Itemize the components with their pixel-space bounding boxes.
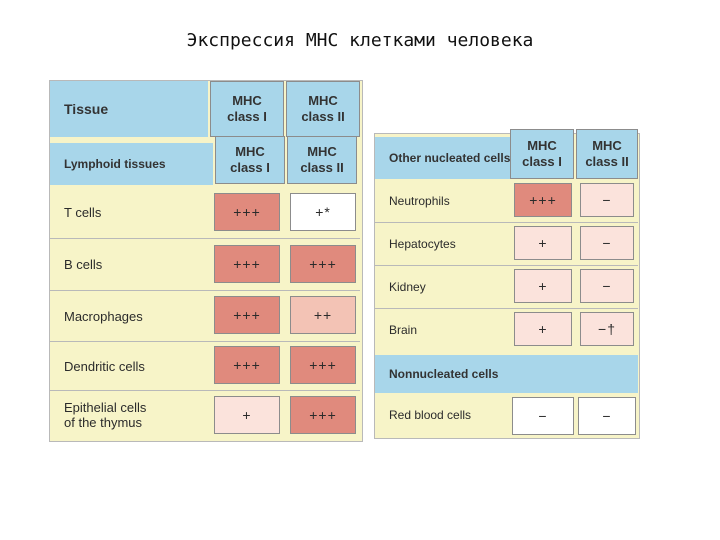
b-cells-mhc1: +++ [214,245,280,283]
t-cells-mhc1: +++ [214,193,280,231]
left-header-mhc2: MHC class II [286,81,360,137]
brain-mhc1: + [514,312,572,346]
row-label-b-cells: B cells [50,239,206,290]
left-header-mhc1: MHC class I [210,81,284,137]
row-label-brain: Brain [375,309,507,351]
tissue-header [50,81,208,137]
neutrophils-mhc2: − [580,183,634,217]
right-header-mhc1: MHC class I [510,129,574,179]
row-label-dendritic-cells: Dendritic cells [50,342,206,390]
macrophages-mhc2: ++ [290,296,356,334]
row-label-neutrophils: Neutrophils [375,180,507,222]
thymus-epithelial-mhc2: +++ [290,396,356,434]
row-label-red-blood-cells: Red blood cells [375,395,507,436]
other-nucleated-label: Other nucleated cells [389,150,511,165]
hepatocytes-mhc1: + [514,226,572,260]
right-header-mhc2: MHC class II [576,129,638,179]
red-blood-cells-mhc1: − [512,397,574,435]
other-nucleated-header [375,137,511,179]
dendritic-cells-mhc1: +++ [214,346,280,384]
lymphoid-section-header [50,143,213,185]
b-cells-mhc2: +++ [290,245,356,283]
brain-mhc2: −† [580,312,634,346]
row-label-macrophages: Macrophages [50,291,206,341]
slide-title: Экспрессия МНС клетками человека [186,30,534,51]
red-blood-cells-mhc2: − [578,397,636,435]
row-label-thymus-epithelial: Epithelial cells of the thymus [50,391,206,439]
kidney-mhc2: − [580,269,634,303]
nonnucleated-section-header [375,355,638,393]
tissue-header-label: Tissue [64,100,109,117]
lymphoid-section-label: Lymphoid tissues [64,156,166,171]
neutrophils-mhc1: +++ [514,183,572,217]
kidney-mhc1: + [514,269,572,303]
row-label-hepatocytes: Hepatocytes [375,223,507,265]
left-subheader-mhc1: MHC class I [215,136,285,184]
t-cells-mhc2: +* [290,193,356,231]
dendritic-cells-mhc2: +++ [290,346,356,384]
left-subheader-mhc2: MHC class II [287,136,357,184]
thymus-epithelial-mhc1: + [214,396,280,434]
row-label-kidney: Kidney [375,266,507,308]
hepatocytes-mhc2: − [580,226,634,260]
row-label-t-cells: T cells [50,186,206,238]
nonnucleated-section-label: Nonnucleated cells [389,366,499,381]
macrophages-mhc1: +++ [214,296,280,334]
